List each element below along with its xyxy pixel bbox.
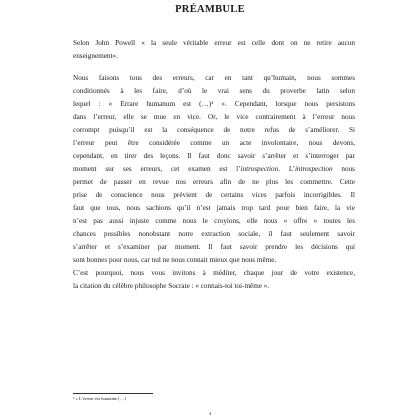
paragraph-2-line-13: chances possibles nonobstant notre extraction sociale, il faut seulement savoir <box>73 230 355 238</box>
paragraph-1-line-2: enseignement». <box>73 52 118 60</box>
paragraph-2-line-15: sont bonnes pour nous, car nul ne nous connait mieux que nous même. <box>73 256 277 264</box>
paragraph-1 <box>73 37 355 63</box>
paragraph-2-line-5: corrompt puisqu’il est la conséquence de notre refus de s’améliorer. Si <box>73 126 355 134</box>
paragraph-2-line-1: Nous faisons tous des erreurs, car en tant qu’humain, nous sommes <box>73 74 355 82</box>
paragraph-2-line-17: la citation du célèbre philosophe Socrate : « connais-toi toi-même ». <box>73 282 270 290</box>
paragraph-2-line-2: conditionnés à les faire, d’où le vrai sens du proverbe latin selon <box>73 87 355 95</box>
paragraph-2 <box>73 72 355 293</box>
footnote-divider <box>73 393 153 394</box>
paragraph-2-line-10: prise de conscience nous prévient de certains vices parfois incorrigibles. Il <box>73 191 355 199</box>
paragraph-2-line-16: C’est pourquoi, nous vous invitons à méditer, chaque jour de votre existence, <box>73 269 355 277</box>
page-number: 4 <box>208 411 212 416</box>
paragraph-2-line-6: l’erreur peut être considérée comme un acte involontaire, nous devons, <box>73 139 355 147</box>
footnote: ¹ « L’erreur est humaine (…) <box>73 396 126 401</box>
paragraph-2-line-9: permet de passer en revue nos erreurs afin de ne plus les commettre. Cette <box>73 178 355 186</box>
paragraph-2-line-11: faut que tous, nous sachions qu’il n’est jamais trop tard pour bien faire, la vie <box>73 204 355 212</box>
paragraph-2-line-14: s’arrêter et s’examiner par moment. Il faut savoir prendre les décisions qui <box>73 243 355 251</box>
paragraph-1-line-1: Selon John Powell « la seule véritable erreur est celle dont on ne retire aucun <box>73 39 355 47</box>
paragraph-2-line-8: moment sur ses erreurs, cet examen est l’introspection. L’introspection nous <box>73 165 355 173</box>
page-title: PRÉAMBULE <box>175 4 245 15</box>
paragraph-2-line-7: cependant, en tirer des leçons. Il faut donc savoir s’arrêter et s’interroger par <box>73 152 355 160</box>
paragraph-2-line-4: dans l’erreur, elle se mue en vice. Or, le vice contrairement à l’erreur nous <box>73 113 355 121</box>
paragraph-2-line-3: lequel : « Errare humanum est (…)¹ ». Cependant, lorsque nous persistons <box>73 100 355 108</box>
paragraph-2-line-12: n’est pas aussi injuste comme nous le croyions, elle nous « offre » toutes les <box>73 217 355 225</box>
